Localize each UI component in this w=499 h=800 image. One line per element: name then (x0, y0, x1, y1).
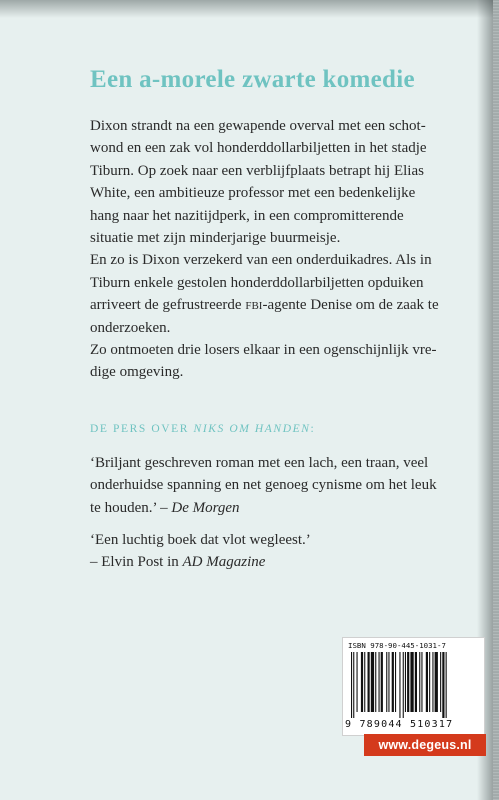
fbi-abbreviation: fbi (245, 297, 263, 314)
top-edge-shadow (0, 0, 499, 18)
page-edge (493, 0, 499, 800)
barcode-icon (349, 652, 478, 718)
headline: Een a-morele zwarte komedie (90, 66, 415, 93)
press-quote-2-source: AD Magazine (182, 554, 266, 571)
blurb-paragraph-2-end: -agente Denise om de zaak te onderzoeken. (90, 297, 439, 336)
press-label-prefix: DE PERS OVER (90, 423, 194, 435)
blurb-paragraph-1: Dixon strandt na een gewapende overval met een schot-wond en een zak vol honderddollarbiljetten in het stadje Tiburn. Op zoek naar een verblijfplaats betrapt hij Elias White, een ambitieuze professor met een bedenkelijke hang naar het nazitijdperk, in een compromitterende situatie met zijn minderjarige buurmeisje. (90, 118, 427, 247)
publisher-url-tag: www.degeus.nl (364, 734, 486, 756)
press-quote-2 (90, 529, 442, 574)
press-label-suffix: : (310, 423, 316, 435)
blurb-paragraph-2 (90, 249, 442, 339)
press-quote-2-line-2: – Elvin Post in (90, 554, 183, 571)
barcode-digits: 9 789044 510317 (345, 719, 454, 730)
press-quote-1-text: ‘Briljant geschreven roman met een lach, een traan, veel onderhuidse spanning en net genoeg cynisme om het leuk te houden.’ – (90, 455, 437, 516)
press-label-title: NIKS OM HANDEN (193, 423, 311, 435)
blurb-paragraph-3: Zo ontmoeten drie losers elkaar in een ogenschijnlijk vre-dige omgeving. (90, 342, 437, 381)
press-quote-1-source: De Morgen (171, 499, 240, 516)
blurb-paragraph-2-start: En zo is Dixon verzekerd van een onderduikadres. Als in Tiburn enkele gestolen honderddollarbiljetten opduiken arriveert de gefrustreerde (90, 252, 432, 314)
press-quote-2-line-1: ‘Een luchtig boek dat vlot wegleest.’ (90, 532, 311, 548)
press-label (90, 423, 450, 435)
press-quote-1 (90, 452, 442, 519)
blurb (90, 115, 442, 384)
isbn-label: ISBN 978-90-445-1031-7 (348, 641, 446, 650)
barcode-box (342, 637, 485, 736)
